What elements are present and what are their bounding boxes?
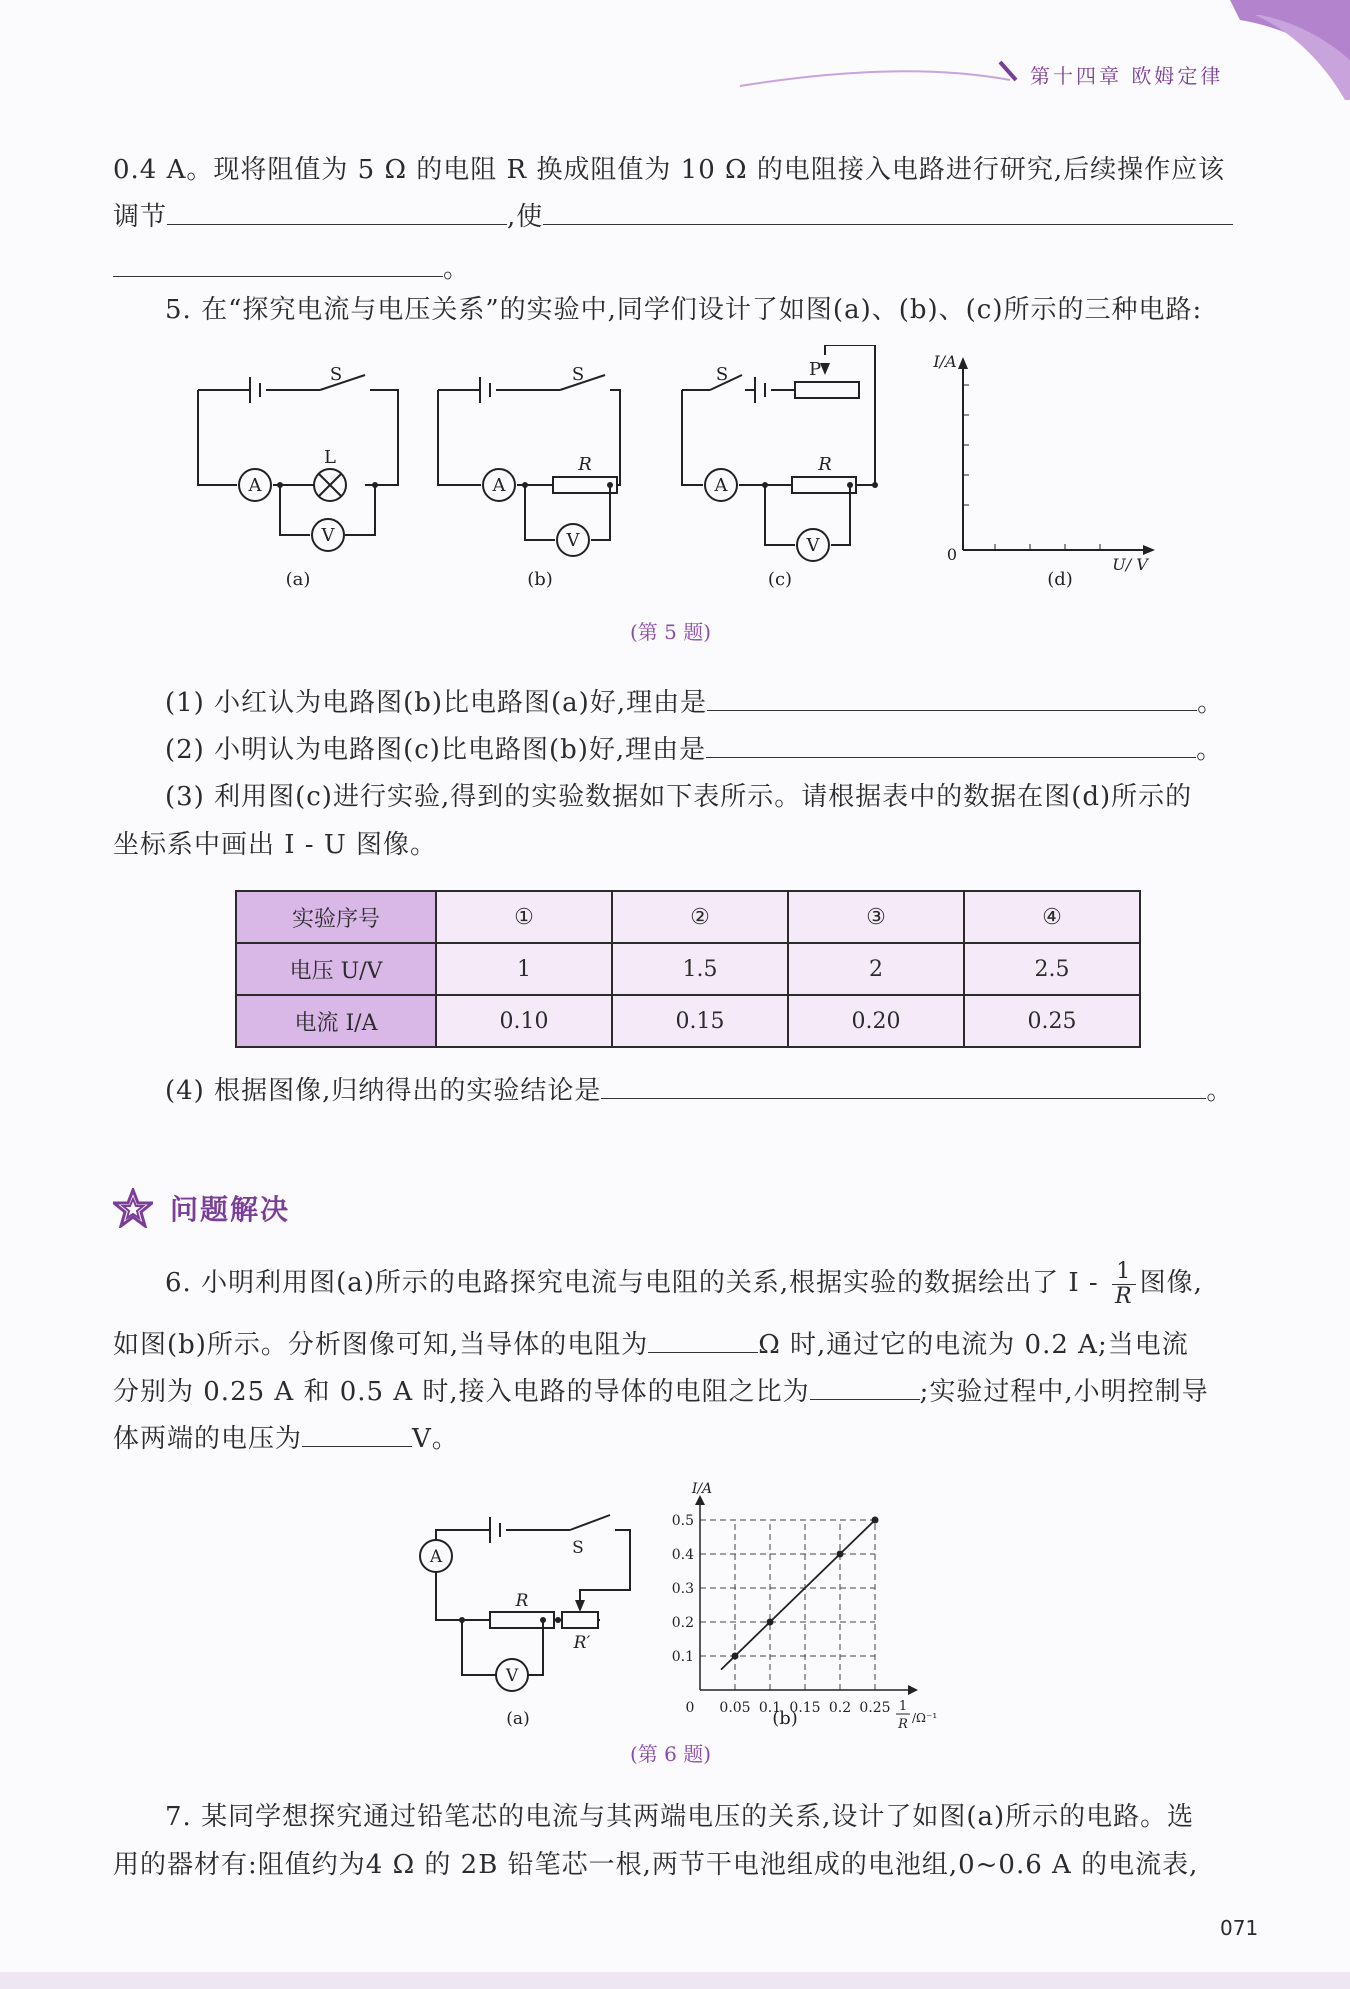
- q6-switch-label: S: [572, 1538, 584, 1558]
- q5-sub2: (2) 小明认为电路图(c)比电路图(b)好,理由是 。: [165, 735, 1224, 765]
- q6-rheostat-label: R′: [573, 1633, 591, 1653]
- q6-line-3: 分别为 0.25 A 和 0.5 A 时,接入电路的导体的电阻之比为 ;实验过程中,小明控制导: [113, 1377, 1209, 1407]
- q6-fig-b-label: (b): [772, 1708, 798, 1729]
- y-tick-label: 0.1: [671, 1649, 694, 1665]
- bottom-band: [0, 1972, 1350, 1989]
- table-header-cell: 实验序号: [236, 891, 436, 943]
- q5-fig-c-label: (c): [767, 569, 793, 590]
- table-cell: 0.20: [788, 995, 964, 1047]
- q5-fig-d-label: (d): [1047, 569, 1073, 590]
- y-axis-label: I/A: [691, 1481, 713, 1497]
- table-header-cell: ④: [964, 891, 1140, 943]
- table-cell: 0.10: [436, 995, 612, 1047]
- q5d-x-axis-label: U/ V: [1112, 555, 1148, 574]
- table-row: [236, 891, 1140, 943]
- x-axis-arrow: [908, 1685, 918, 1695]
- q6-chart: [660, 1470, 950, 1730]
- table-header-cell: ③: [788, 891, 964, 943]
- table-row-label: 电压 U/V: [236, 943, 436, 995]
- prev-line-2: 调节 ,使: [113, 192, 1233, 242]
- data-point: [872, 1517, 879, 1524]
- table-row: [236, 943, 1140, 995]
- q7-line-1: 7. 某同学想探究通过铅笔芯的电流与其两端电压的关系,设计了如图(a)所示的电路。选: [165, 1802, 1195, 1832]
- q5-intro: 5. 在“探究电流与电压关系”的实验中,同学们设计了如图(a)、(b)、(c)所示的三种电路:: [165, 295, 1203, 325]
- x-tick-label: 0.15: [789, 1700, 821, 1716]
- prev-line-3: 。: [113, 244, 470, 294]
- x-axis-label-num: 1: [898, 1699, 908, 1714]
- x-tick-label: 0: [685, 1700, 695, 1716]
- page-number: 071: [1220, 1916, 1259, 1940]
- q5-figures: [180, 345, 1230, 605]
- q6-resistor-label: R: [515, 1591, 529, 1611]
- q5-caption: (第 5 题): [630, 620, 712, 644]
- star-icon: [113, 1188, 153, 1228]
- table-header-cell: ②: [612, 891, 788, 943]
- q5-fig-b-label: (b): [527, 569, 553, 590]
- x-axis-label-den: R: [898, 1717, 908, 1730]
- table-header-cell: ①: [436, 891, 612, 943]
- q5d-origin: 0: [946, 545, 958, 564]
- q5b-switch-label: S: [571, 364, 585, 385]
- q5b-resistor-label: R: [578, 454, 592, 475]
- y-tick-label: 0.2: [671, 1615, 694, 1631]
- q5c-slider-label: P: [808, 359, 822, 380]
- table-cell: 2.5: [964, 943, 1140, 995]
- q5-sub4: (4) 根据图像,归纳得出的实验结论是 。: [165, 1076, 1234, 1106]
- q5d-y-axis-label: I/A: [933, 352, 957, 371]
- q5c-switch-label: S: [715, 364, 729, 385]
- q7-line-2: 用的器材有:阻值约为4 Ω 的 2B 铅笔芯一根,两节干电池组成的电池组,0~0.6 A 的电流表,: [113, 1850, 1199, 1880]
- q6-circuit-figure: [410, 1490, 640, 1730]
- q5a-voltmeter-label: V: [321, 525, 335, 546]
- table-cell: 1.5: [612, 943, 788, 995]
- q5c-resistor-label: R: [818, 454, 832, 475]
- y-tick-label: 0.3: [671, 1581, 694, 1597]
- q5a-lamp-label: L: [324, 447, 336, 468]
- q5c-voltmeter-label: V: [806, 535, 820, 556]
- q6-line-2: 如图(b)所示。分析图像可知,当导体的电阻为 Ω 时,通过它的电流为 0.2 A;当电流: [113, 1330, 1189, 1360]
- data-point: [732, 1653, 739, 1660]
- data-point: [767, 1619, 774, 1626]
- q6-fig-a-label: (a): [506, 1709, 530, 1729]
- q5b-ammeter-label: A: [492, 475, 506, 496]
- table-cell: 2: [788, 943, 964, 995]
- q5c-ammeter-label: A: [714, 475, 728, 496]
- q5-fig-a-label: (a): [285, 569, 311, 590]
- table-cell: 1: [436, 943, 612, 995]
- q5a-switch-label: S: [329, 364, 343, 385]
- y-tick-label: 0.5: [671, 1513, 694, 1529]
- data-point: [837, 1551, 844, 1558]
- x-tick-label: 0.05: [719, 1700, 751, 1716]
- series-line: [721, 1520, 875, 1670]
- table-cell: 0.15: [612, 995, 788, 1047]
- x-axis-label-unit: /Ω⁻¹: [912, 1711, 938, 1725]
- q5-sub1: (1) 小红认为电路图(b)比电路图(a)好,理由是 。: [165, 688, 1225, 718]
- table-row: [236, 995, 1140, 1047]
- q5-sub3-line2: 坐标系中画出 I - U 图像。: [113, 830, 438, 860]
- y-tick-label: 0.4: [671, 1547, 694, 1563]
- prev-line-1: 0.4 A。现将阻值为 5 Ω 的电阻 R 换成阻值为 10 Ω 的电阻接入电路进行研究,后续操作应该: [113, 155, 1226, 185]
- chapter-header: 第十四章 欧姆定律: [1030, 64, 1224, 88]
- header-decoration: [0, 0, 1350, 110]
- q6-caption: (第 6 题): [630, 1742, 712, 1766]
- q6-line-4: 体两端的电压为 V。: [113, 1424, 459, 1454]
- q5-sub3-line1: (3) 利用图(c)进行实验,得到的实验数据如下表所示。请根据表中的数据在图(d)所示的: [165, 782, 1193, 812]
- table-cell: 0.25: [964, 995, 1140, 1047]
- q5-data-table: [235, 890, 1141, 1048]
- x-tick-label: 0.25: [859, 1700, 891, 1716]
- q6-line-1: 6. 小明利用图(a)所示的电路探究电流与电阻的关系,根据实验的数据绘出了 I - $\frac{1}{R}$ 图像,: [165, 1258, 1203, 1309]
- x-tick-label: 0.1: [758, 1700, 782, 1716]
- table-row-label: 电流 I/A: [236, 995, 436, 1047]
- q6-voltmeter-label: V: [505, 1666, 519, 1686]
- x-tick-label: 0.2: [828, 1700, 852, 1716]
- q5b-voltmeter-label: V: [566, 530, 580, 551]
- section-title: 问题解决: [170, 1193, 291, 1226]
- q6-ammeter-label: A: [429, 1547, 443, 1567]
- q5a-ammeter-label: A: [248, 475, 262, 496]
